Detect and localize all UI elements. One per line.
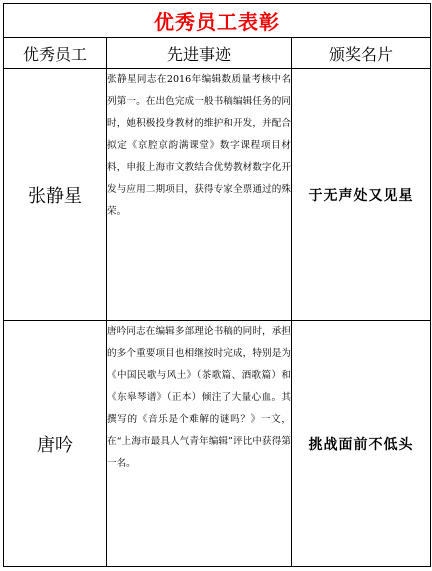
header-motto: 颁奖名片 [292,38,431,69]
award-table [3,3,431,567]
employee-deeds: 张静星同志在2016年编辑数质量考核中名列第一。在出色完成一般书稿编辑任务的同时，她积极投身教材的维护和开发，并配合拟定《京腔京韵满课堂》数字课程项目材料，申报上海市文教结合优势教材数字化开发与应用二期项目，获得专家全票通过的殊荣。 [107,69,292,321]
employee-name: 张静星 [4,69,107,321]
table-row [4,321,431,567]
award-motto: 挑战面前不低头 [292,321,431,567]
header-employee: 优秀员工 [4,38,107,69]
table-title: 优秀员工表彰 [4,4,431,38]
employee-deeds: 唐吟同志在编辑多部理论书稿的同时，承担的多个重要项目也相继按时完成，特别是为《中国民歌与风土》（茶歌篇、酒歌篇）和《东皋琴谱》（正本）倾注了大量心血。其撰写的《音乐是个难解的谜吗？》一文，在“上海市最具人气青年编辑”评比中获得第一名。 [107,321,292,567]
header-deeds: 先进事迹 [107,38,292,69]
table-row [4,69,431,321]
award-motto: 于无声处又见星 [292,69,431,321]
employee-name: 唐吟 [4,321,107,567]
